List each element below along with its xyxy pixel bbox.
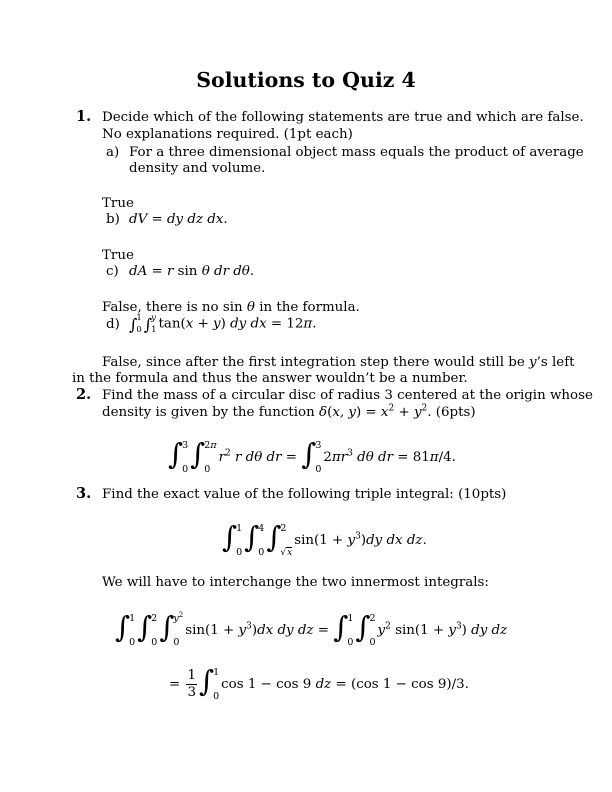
item-label: c)	[106, 264, 119, 279]
answer-text: False, since after the first integration step there would still be y’s left	[102, 355, 575, 370]
integral-expression: ∫ 1 0 ∫ 4 0 ∫ 2 √x $\sin(1 + y^3)dy$ dx dz.	[222, 520, 427, 558]
item-text: density and volume.	[129, 161, 266, 176]
answer-text: True	[102, 248, 134, 263]
item-formula: ∫ 1 0 ∫ y 1 tan(x + y) dy dx = 12π.	[129, 313, 317, 335]
solution-equation: ∫ 1 0 ∫ 2 0 ∫ $y^2$ 0 $\sin(1 + y^3)dx$ dy dz = ∫ 1 0 ∫ 2 0 $y^2$ $\sin(1 + y^3)$ dy dz	[115, 610, 508, 648]
item-formula: dA = r sin θ dr dθ.	[129, 264, 255, 279]
problem-text: We will have to interchange the two innermost integrals:	[102, 575, 489, 590]
problem-text: Find the exact value of the following triple integral: (10pts)	[102, 487, 507, 502]
problem-number: 3.	[76, 485, 92, 502]
answer-text: in the formula and thus the answer wouldn’t be a number.	[72, 371, 468, 386]
answer-text: False, there is no sin θ in the formula.	[102, 300, 360, 315]
answer-text: True	[102, 196, 134, 211]
item-label: b)	[106, 212, 120, 227]
item-text: For a three dimensional object mass equals the product of average	[129, 145, 584, 160]
item-label: d)	[106, 317, 120, 332]
problem-number: 1.	[76, 108, 92, 125]
problem-number: 2.	[76, 386, 92, 403]
problem-text: Find the mass of a circular disc of radius 3 centered at the origin whose	[102, 388, 593, 403]
solution-equation: = $\frac{1}{3}$ ∫ 1 0 cos 1 − cos 9 dz = (cos 1 − cos 9)/3.	[169, 664, 469, 702]
solution-equation: ∫ 3 0 ∫ 2π 0 $r^2$ r dθ dr = ∫ 3 0 $2\pi r^3$ dθ dr = 81π/4.	[168, 437, 456, 475]
problem-text: density is given by the function δ(x, $y) = x^2 + y^2$. (6pts)	[102, 403, 476, 420]
item-label: a)	[106, 145, 120, 160]
problem-text: Decide which of the following statements are true and which are false.	[102, 110, 584, 125]
problem-text: No explanations required. (1pt each)	[102, 127, 353, 142]
page-title: Solutions to Quiz 4	[196, 68, 416, 92]
item-formula: dV = dy dz dx.	[129, 212, 228, 227]
